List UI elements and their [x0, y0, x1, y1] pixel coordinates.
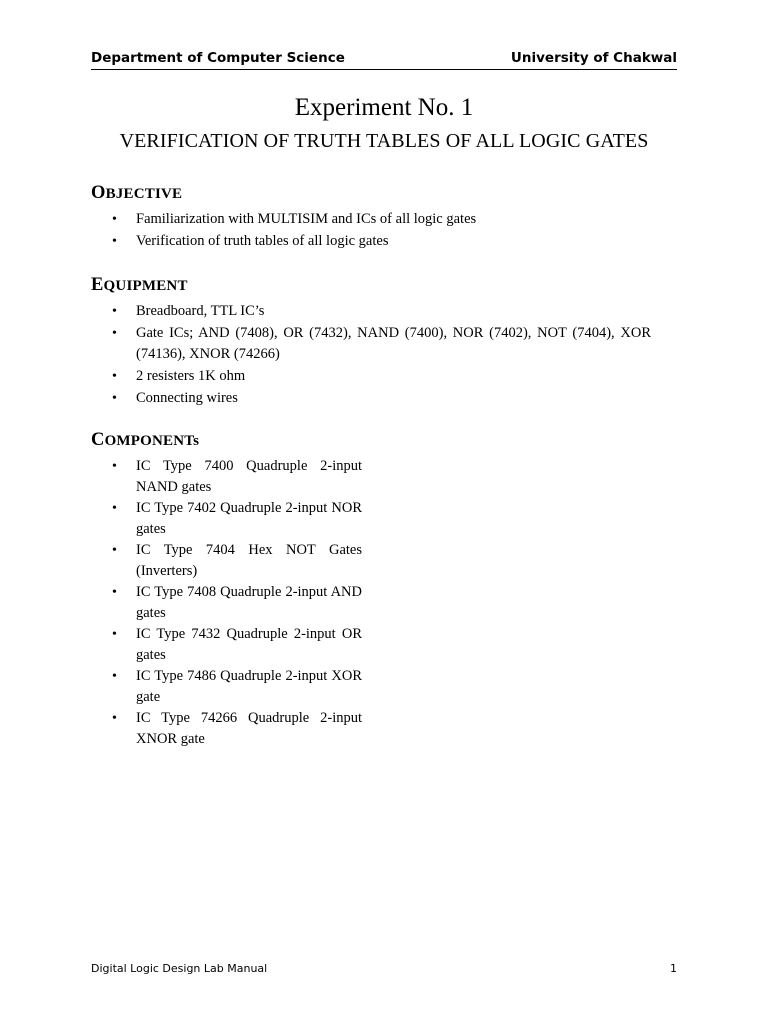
university-name: University of Chakwal: [510, 50, 677, 66]
objective-heading: [91, 183, 182, 204]
list-item: • 2 resisters 1K ohm: [110, 366, 651, 387]
components-heading-initial: C: [91, 430, 105, 450]
list-item: • Gate ICs; AND (7408), OR (7432), NAND (7400), NOR (7402), NOT (7404), XOR (74136), XNOR (74266): [110, 323, 651, 365]
equipment-list: [110, 301, 651, 409]
list-item: • Breadboard, TTL IC’s: [110, 301, 651, 322]
objective-heading-initial: O: [91, 183, 106, 203]
experiment-title: Experiment No. 1: [294, 94, 474, 121]
page-header: [91, 49, 677, 70]
list-item: • IC Type 7402 Quadruple 2-input NOR gates: [110, 498, 362, 540]
department-name: Department of Computer Science: [91, 50, 345, 66]
components-heading-rest: OMPONENTs: [104, 433, 200, 449]
list-item: • Verification of truth tables of all logic gates: [110, 231, 476, 252]
list-item: • IC Type 7486 Quadruple 2-input XOR gate: [110, 666, 362, 708]
list-item: • IC Type 7404 Hex NOT Gates (Inverters): [110, 540, 362, 582]
list-item: • Connecting wires: [110, 388, 651, 409]
manual-name: Digital Logic Design Lab Manual: [91, 962, 268, 975]
objective-list: [110, 209, 476, 252]
equipment-heading: [91, 275, 188, 296]
list-item: • IC Type 74266 Quadruple 2-input XNOR gate: [110, 708, 362, 750]
list-item: • IC Type 7408 Quadruple 2-input AND gates: [110, 582, 362, 624]
experiment-subtitle: VERIFICATION OF TRUTH TABLES OF ALL LOGIC GATES: [119, 130, 649, 152]
list-item: • IC Type 7400 Quadruple 2-input NAND gates: [110, 456, 362, 498]
objective-heading-rest: BJECTIVE: [105, 186, 183, 202]
list-item: • Familiarization with MULTISIM and ICs of all logic gates: [110, 209, 476, 230]
components-list: [110, 456, 362, 750]
equipment-heading-rest: QUIPMENT: [103, 278, 188, 294]
page-footer: [91, 962, 677, 975]
page-number: 1: [670, 962, 677, 975]
list-item: • IC Type 7432 Quadruple 2-input OR gates: [110, 624, 362, 666]
components-heading: [91, 430, 199, 451]
equipment-heading-initial: E: [91, 275, 104, 295]
